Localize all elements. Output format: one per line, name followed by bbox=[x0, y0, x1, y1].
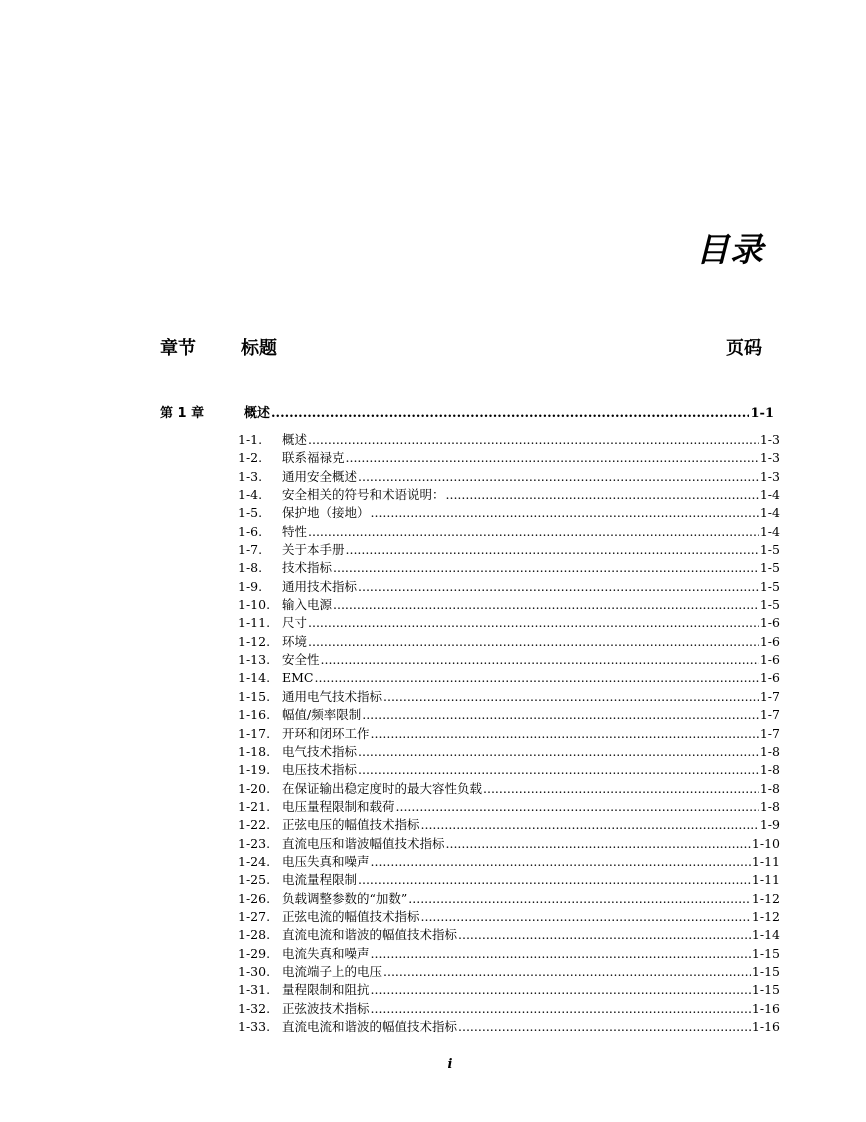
chapter-entry[interactable] bbox=[160, 402, 774, 420]
toc-entry-page: 1-16 bbox=[751, 1019, 780, 1034]
toc-entry-number: 1-6. bbox=[238, 523, 263, 539]
toc-entry-page: 1-9 bbox=[759, 817, 780, 833]
dot-leader bbox=[362, 706, 759, 724]
page-number: i bbox=[447, 1057, 453, 1072]
toc-entry[interactable] bbox=[238, 578, 780, 596]
toc-entry-title: 在保证输出稳定度时的最大容性负载 bbox=[282, 780, 483, 796]
toc-entry-number: 1-25. bbox=[238, 872, 271, 888]
dot-leader bbox=[446, 835, 751, 853]
page-title: 目录 bbox=[696, 230, 764, 269]
toc-entry[interactable] bbox=[238, 853, 780, 871]
toc-entry-number: 1-4. bbox=[238, 487, 263, 503]
toc-entry[interactable] bbox=[238, 633, 780, 651]
toc-entry-page: 1-4 bbox=[759, 487, 780, 503]
toc-entry-title: 通用电气技术指标 bbox=[282, 688, 383, 704]
toc-entry-page: 1-7 bbox=[759, 688, 780, 704]
toc-entry-title: 输入电源 bbox=[282, 597, 333, 613]
toc-entry-number: 1-16. bbox=[238, 707, 271, 723]
toc-entry-page: 1-8 bbox=[759, 743, 780, 759]
toc-entry-title: 直流电流和谐波的幅值技术指标 bbox=[282, 927, 458, 943]
dot-leader bbox=[371, 853, 751, 871]
toc-entry-number: 1-11. bbox=[238, 615, 271, 631]
toc-entry-title: 量程限制和阻抗 bbox=[282, 982, 370, 998]
toc-entry[interactable] bbox=[238, 651, 780, 669]
toc-entry-page: 1-5 bbox=[759, 560, 780, 576]
toc-entry-number: 1-24. bbox=[238, 853, 271, 869]
toc-entry-title: 电气技术指标 bbox=[282, 743, 358, 759]
dot-leader bbox=[421, 908, 751, 926]
toc-entry[interactable] bbox=[238, 798, 780, 816]
toc-entry-title: EMC bbox=[282, 670, 314, 686]
toc-list bbox=[238, 431, 780, 1036]
dot-leader bbox=[483, 780, 759, 798]
dot-leader bbox=[308, 614, 759, 632]
toc-entry-title: 电流端子上的电压 bbox=[282, 963, 383, 979]
toc-entry-page: 1-6 bbox=[759, 652, 780, 668]
toc-entry-number: 1-33. bbox=[238, 1019, 271, 1034]
toc-entry[interactable] bbox=[238, 596, 780, 614]
toc-entry-title: 安全相关的符号和术语说明： bbox=[282, 487, 445, 503]
toc-entry-number: 1-20. bbox=[238, 780, 271, 796]
dot-leader bbox=[408, 890, 751, 908]
toc-entry-number: 1-15. bbox=[238, 688, 271, 704]
toc-entry-page: 1-6 bbox=[759, 670, 780, 686]
toc-entry-title: 直流电压和谐波幅值技术指标 bbox=[282, 835, 445, 851]
toc-entry-number: 1-2. bbox=[238, 450, 263, 466]
toc-entry-title: 电压技术指标 bbox=[282, 762, 358, 778]
column-header-title: 标题 bbox=[241, 338, 277, 359]
dot-leader bbox=[333, 559, 759, 577]
toc-entry-page: 1-7 bbox=[759, 725, 780, 741]
toc-entry-number: 1-18. bbox=[238, 743, 271, 759]
toc-entry-title: 特性 bbox=[282, 523, 308, 539]
toc-entry-title: 联系福禄克 bbox=[282, 450, 345, 466]
dot-leader bbox=[383, 963, 751, 981]
toc-entry-title: 通用技术指标 bbox=[282, 578, 358, 594]
dot-leader bbox=[371, 945, 751, 963]
toc-entry[interactable] bbox=[238, 1018, 780, 1036]
chapter-title: 概述 bbox=[244, 406, 271, 421]
toc-entry-page: 1-4 bbox=[759, 523, 780, 539]
toc-entry[interactable] bbox=[238, 963, 780, 981]
toc-entry-page: 1-3 bbox=[759, 450, 780, 466]
toc-entry[interactable] bbox=[238, 541, 780, 559]
dot-leader bbox=[396, 798, 759, 816]
toc-entry[interactable] bbox=[238, 908, 780, 926]
toc-entry-title: 正弦电流的幅值技术指标 bbox=[282, 908, 420, 924]
toc-entry-number: 1-19. bbox=[238, 762, 271, 778]
toc-entry[interactable] bbox=[238, 559, 780, 577]
toc-entry-number: 1-3. bbox=[238, 468, 263, 484]
toc-entry-title: 电压量程限制和载荷 bbox=[282, 798, 395, 814]
toc-entry-number: 1-26. bbox=[238, 890, 271, 906]
dot-leader bbox=[458, 1018, 751, 1036]
toc-entry-number: 1-8. bbox=[238, 560, 263, 576]
toc-entry[interactable] bbox=[238, 743, 780, 761]
toc-entry-page: 1-4 bbox=[759, 505, 780, 521]
dot-leader bbox=[271, 406, 748, 421]
column-header-page: 页码 bbox=[726, 338, 762, 359]
toc-entry-number: 1-23. bbox=[238, 835, 271, 851]
dot-leader bbox=[371, 981, 751, 999]
toc-entry-number: 1-27. bbox=[238, 908, 271, 924]
dot-leader bbox=[346, 541, 759, 559]
toc-entry-title: 通用安全概述 bbox=[282, 468, 358, 484]
toc-entry[interactable] bbox=[238, 871, 780, 889]
toc-entry-title: 概述 bbox=[282, 432, 308, 447]
dot-leader bbox=[308, 523, 759, 541]
toc-entry[interactable] bbox=[238, 926, 780, 944]
toc-entry-number: 1-29. bbox=[238, 945, 271, 961]
dot-leader bbox=[358, 468, 759, 486]
toc-entry[interactable] bbox=[238, 981, 780, 999]
toc-entry[interactable] bbox=[238, 761, 780, 779]
toc-entry-number: 1-22. bbox=[238, 817, 271, 833]
dot-leader bbox=[358, 761, 759, 779]
toc-entry-page: 1-3 bbox=[759, 468, 780, 484]
toc-entry-page: 1-15 bbox=[751, 945, 780, 961]
toc-entry-page: 1-16 bbox=[751, 1000, 780, 1016]
toc-entry-title: 正弦电压的幅值技术指标 bbox=[282, 817, 420, 833]
toc-entry[interactable] bbox=[238, 816, 780, 834]
toc-entry-title: 正弦波技术指标 bbox=[282, 1000, 370, 1016]
toc-entry-page: 1-8 bbox=[759, 780, 780, 796]
toc-entry-number: 1-13. bbox=[238, 652, 271, 668]
dot-leader bbox=[308, 633, 759, 651]
toc-entry-title: 开环和闭环工作 bbox=[282, 725, 370, 741]
toc-entry-number: 1-7. bbox=[238, 542, 263, 558]
toc-entry-title: 幅值/频率限制 bbox=[282, 707, 362, 723]
toc-entry-title: 环境 bbox=[282, 633, 308, 649]
toc-entry-title: 直流电流和谐波的幅值技术指标 bbox=[282, 1019, 458, 1034]
toc-entry-page: 1-8 bbox=[759, 762, 780, 778]
toc-entry-page: 1-14 bbox=[751, 927, 780, 943]
toc-entry[interactable] bbox=[238, 890, 780, 908]
toc-entry[interactable] bbox=[238, 431, 780, 449]
dot-leader bbox=[371, 1000, 751, 1018]
toc-entry-number: 1-12. bbox=[238, 633, 271, 649]
toc-entry-number: 1-10. bbox=[238, 597, 271, 613]
dot-leader bbox=[371, 504, 759, 522]
dot-leader bbox=[333, 596, 759, 614]
dot-leader bbox=[358, 578, 759, 596]
toc-entry-page: 1-8 bbox=[759, 798, 780, 814]
dot-leader bbox=[458, 926, 751, 944]
dot-leader bbox=[371, 725, 759, 743]
toc-entry-page: 1-12 bbox=[751, 908, 780, 924]
toc-entry-title: 尺寸 bbox=[282, 615, 308, 631]
dot-leader bbox=[308, 431, 759, 449]
chapter-page: 1-1 bbox=[750, 406, 774, 421]
dot-leader bbox=[358, 743, 759, 761]
toc-entry[interactable] bbox=[238, 835, 780, 853]
toc-entry-page: 1-6 bbox=[759, 615, 780, 631]
dot-leader bbox=[421, 816, 759, 834]
toc-entry-number: 1-9. bbox=[238, 578, 263, 594]
dot-leader bbox=[446, 486, 759, 504]
toc-entry[interactable] bbox=[238, 780, 780, 798]
toc-entry-page: 1-15 bbox=[751, 963, 780, 979]
toc-entry-title: 技术指标 bbox=[282, 560, 333, 576]
toc-entry-title: 关于本手册 bbox=[282, 542, 345, 558]
toc-entry-number: 1-32. bbox=[238, 1000, 271, 1016]
toc-entry[interactable] bbox=[238, 468, 780, 486]
toc-entry[interactable] bbox=[238, 688, 780, 706]
toc-entry[interactable] bbox=[238, 725, 780, 743]
toc-entry-title: 电流量程限制 bbox=[282, 872, 358, 888]
toc-entry[interactable] bbox=[238, 523, 780, 541]
toc-entry[interactable] bbox=[238, 504, 780, 522]
toc-entry[interactable] bbox=[238, 614, 780, 632]
toc-entry-number: 1-21. bbox=[238, 798, 271, 814]
toc-entry-page: 1-5 bbox=[759, 578, 780, 594]
chapter-number: 第 1 章 bbox=[160, 406, 205, 421]
toc-entry[interactable] bbox=[238, 706, 780, 724]
dot-leader bbox=[346, 449, 759, 467]
toc-entry-page: 1-11 bbox=[751, 872, 780, 888]
toc-entry-number: 1-14. bbox=[238, 670, 271, 686]
dot-leader bbox=[321, 651, 759, 669]
toc-entry-page: 1-10 bbox=[751, 835, 780, 851]
dot-leader bbox=[315, 669, 759, 687]
toc-entry-page: 1-15 bbox=[751, 982, 780, 998]
column-header-chapter: 章节 bbox=[160, 338, 196, 359]
toc-entry-title: 电压失真和噪声 bbox=[282, 853, 370, 869]
toc-entry-title: 负载调整参数的“加数” bbox=[282, 890, 408, 906]
toc-entry-page: 1-11 bbox=[751, 853, 780, 869]
toc-entry-page: 1-12 bbox=[751, 890, 780, 906]
toc-entry[interactable] bbox=[238, 449, 780, 467]
toc-entry-title: 安全性 bbox=[282, 652, 320, 668]
toc-entry-title: 电流失真和噪声 bbox=[282, 945, 370, 961]
toc-entry[interactable] bbox=[238, 669, 780, 687]
toc-entry-page: 1-5 bbox=[759, 542, 780, 558]
toc-entry-number: 1-31. bbox=[238, 982, 271, 998]
toc-entry-number: 1-1. bbox=[238, 432, 263, 447]
toc-entry[interactable] bbox=[238, 486, 780, 504]
toc-entry[interactable] bbox=[238, 945, 780, 963]
toc-entry-number: 1-30. bbox=[238, 963, 271, 979]
toc-entry-number: 1-17. bbox=[238, 725, 271, 741]
toc-entry-title: 保护地（接地） bbox=[282, 505, 370, 521]
toc-entry-page: 1-6 bbox=[759, 633, 780, 649]
toc-entry-page: 1-7 bbox=[759, 707, 780, 723]
toc-entry-number: 1-28. bbox=[238, 927, 271, 943]
dot-leader bbox=[358, 871, 751, 889]
toc-entry-page: 1-3 bbox=[759, 432, 780, 447]
dot-leader bbox=[383, 688, 759, 706]
toc-entry-page: 1-5 bbox=[759, 597, 780, 613]
toc-entry[interactable] bbox=[238, 1000, 780, 1018]
toc-entry-number: 1-5. bbox=[238, 505, 263, 521]
